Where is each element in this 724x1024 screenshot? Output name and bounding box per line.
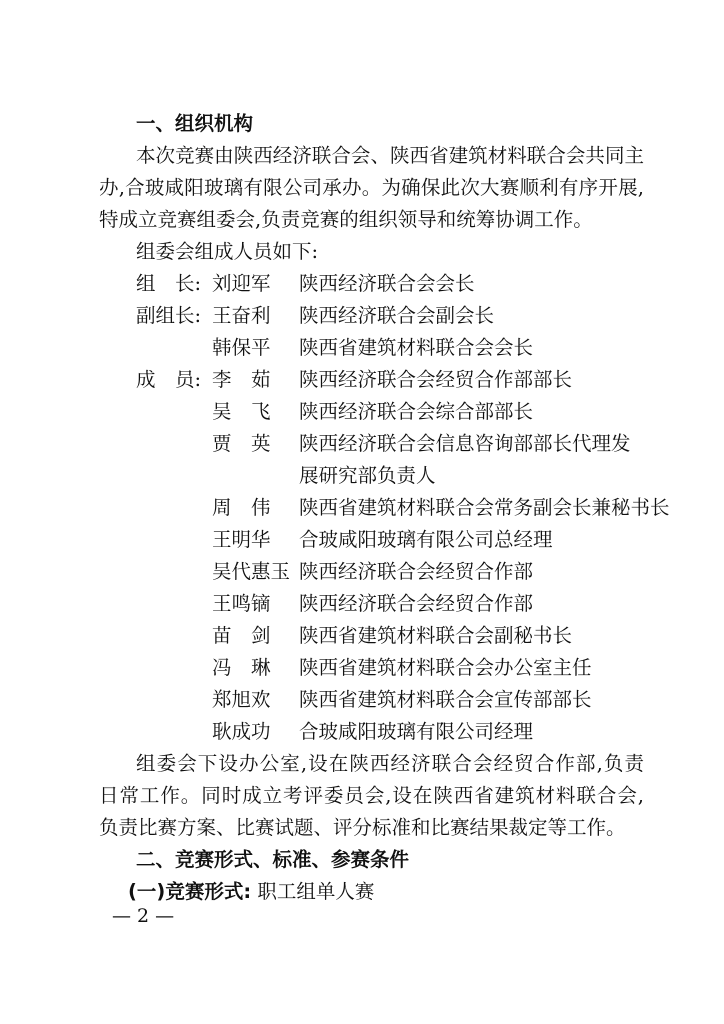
member-title-continued: 展研究部负责人: [299, 464, 436, 487]
member-name: 李 茹: [212, 368, 271, 391]
intro-line-2: 办,合玻咸阳玻璃有限公司承办。为确保此次大赛顺利有序开展,: [99, 176, 644, 199]
member-name: 耿成功: [212, 720, 271, 743]
member-title: 合玻咸阳玻璃有限公司总经理: [299, 528, 553, 551]
member-title: 陕西经济联合会副会长: [299, 304, 495, 327]
member-title: 陕西经济联合会综合部部长: [299, 400, 534, 423]
member-title: 陕西经济联合会会长: [299, 272, 475, 295]
member-title: 合玻咸阳玻璃有限公司经理: [299, 720, 534, 743]
member-name: 冯 琳: [212, 656, 271, 679]
competition-format-value: 职工组单人赛: [257, 880, 375, 903]
competition-format: [128, 880, 374, 904]
member-name: 刘迎军: [212, 272, 271, 295]
member-name: 王明华: [212, 528, 271, 551]
member-name: 贾 英: [212, 432, 271, 455]
intro-line-3: 特成立竞赛组委会,负责竞赛的组织领导和统筹协调工作。: [99, 208, 593, 231]
member-name: 周 伟: [212, 496, 271, 519]
office-line-2: 日常工作。同时成立考评委员会,设在陕西省建筑材料联合会,: [99, 784, 644, 807]
member-name: 吴 飞: [212, 400, 271, 423]
section-heading-organization: 一、组织机构: [136, 112, 254, 135]
member-title: 陕西经济联合会经贸合作部: [299, 560, 534, 583]
role-leader: 组 长:: [136, 272, 202, 295]
role-member: 成 员:: [136, 368, 202, 391]
intro-line-1: 本次竞赛由陕西经济联合会、陕西省建筑材料联合会共同主: [136, 144, 644, 167]
office-line-3: 负责比赛方案、比赛试题、评分标准和比赛结果裁定等工作。: [99, 816, 626, 839]
members-intro: 组委会组成人员如下:: [136, 240, 319, 263]
office-line-1: 组委会下设办公室,设在陕西经济联合会经贸合作部,负责: [136, 752, 644, 775]
member-name: 吴代惠玉: [212, 560, 291, 583]
member-title: 陕西省建筑材料联合会常务副会长兼秘书长: [299, 496, 670, 519]
member-title: 陕西省建筑材料联合会宣传部部长: [299, 688, 592, 711]
member-name: 韩保平: [212, 336, 271, 359]
member-name: 王奋利: [212, 304, 271, 327]
member-title: 陕西省建筑材料联合会副秘书长: [299, 624, 573, 647]
competition-format-label: (一)竞赛形式:: [128, 880, 252, 903]
member-title: 陕西经济联合会经贸合作部部长: [299, 368, 573, 391]
member-name: 郑旭欢: [212, 688, 271, 711]
member-name: 苗 剑: [212, 624, 271, 647]
member-title: 陕西省建筑材料联合会会长: [299, 336, 534, 359]
member-title: 陕西经济联合会信息咨询部部长代理发: [299, 432, 631, 455]
member-title: 陕西经济联合会经贸合作部: [299, 592, 534, 615]
member-title: 陕西省建筑材料联合会办公室主任: [299, 656, 592, 679]
section-heading-competition: 二、竞赛形式、标准、参赛条件: [136, 848, 410, 871]
member-name: 王鸣镝: [212, 592, 271, 615]
role-deputy: 副组长:: [136, 304, 202, 327]
page-number: — 2 —: [112, 905, 175, 927]
